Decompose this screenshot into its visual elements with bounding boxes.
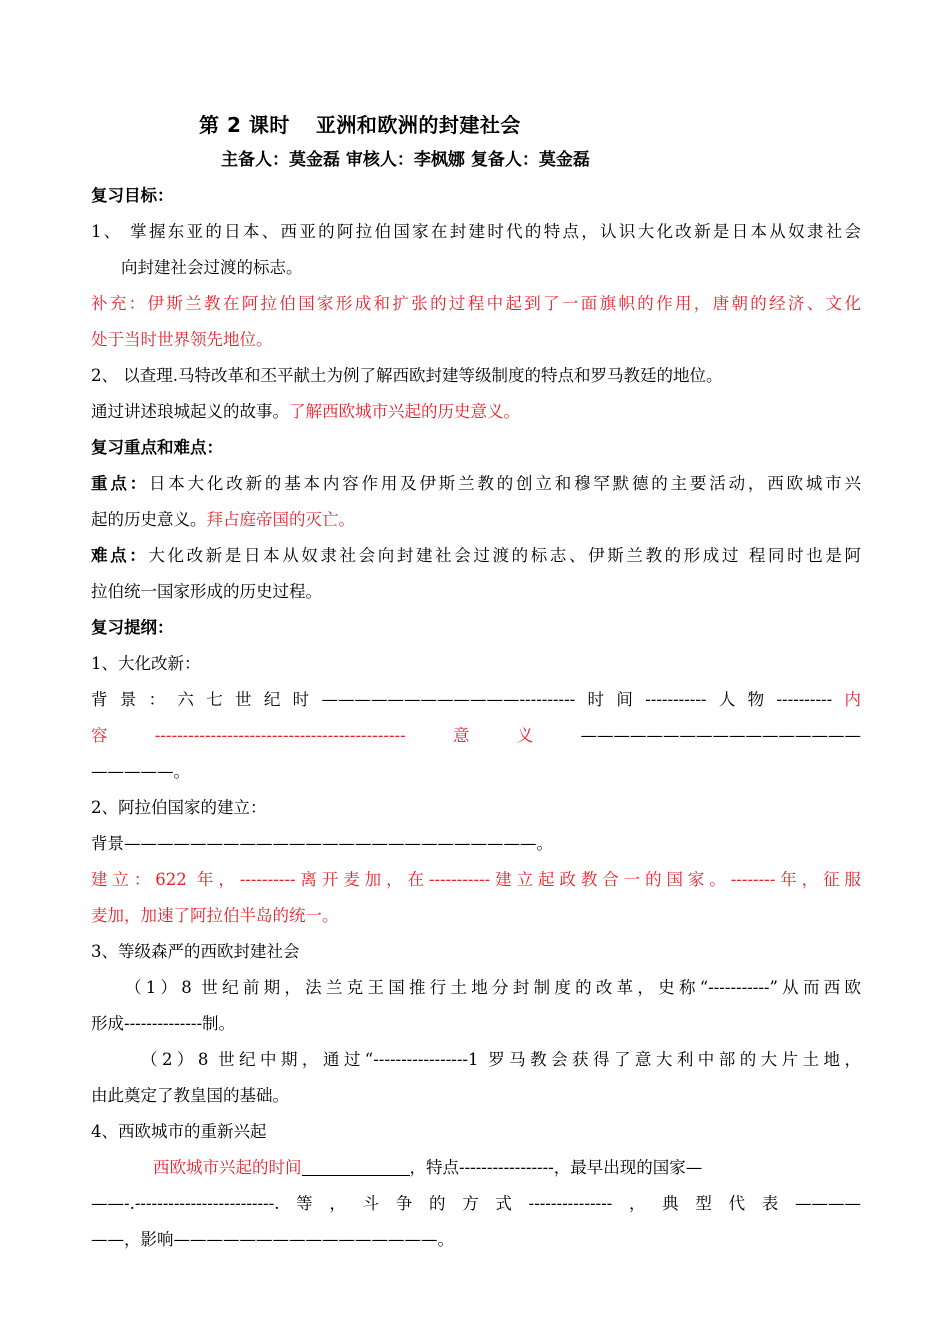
hard-point-text: 大化改新是日本从奴隶社会向封建社会过渡的标志、伊斯兰教的形成过 程同时也是阿 bbox=[148, 546, 861, 565]
authors-line: 主备人：莫金磊 审核人：李枫娜 复备人：莫金磊 bbox=[221, 150, 590, 170]
section-1-title: 1、大化改新： bbox=[91, 654, 201, 673]
key-point-line-1 bbox=[91, 466, 861, 502]
hard-point-label: 难点： bbox=[91, 546, 149, 565]
section-1-line-1 bbox=[91, 682, 861, 718]
document-page bbox=[91, 108, 861, 1258]
goal-item-2: 2、 以查理.马特改革和丕平献土为例了解西欧封建等级制度的特点和罗马教廷的地位。 bbox=[91, 366, 723, 385]
section-4-line-2: ——-.-------------------------.等，斗争的方式---------------，典型代表———— bbox=[91, 1194, 861, 1213]
goal-supplement-line-2: 处于当时世界领先地位。 bbox=[91, 330, 273, 349]
key-point-text-2: 起的历史意义。 bbox=[91, 510, 207, 529]
fill-in-blank bbox=[302, 1157, 410, 1176]
section-4-line-1-text: ，特点-----------------，最早出现的国家— bbox=[409, 1158, 703, 1177]
section-2-founding-line-1: 建立：622 年，----------离开麦加，在-----------建立起政教合一的国家。--------年，征服 bbox=[91, 870, 861, 889]
goal-item-3-highlight: 了解西欧城市兴起的历史意义。 bbox=[289, 402, 520, 421]
section-1-line-1-highlight: 内 bbox=[832, 690, 861, 709]
key-point-highlight: 拜占庭帝国的灭亡。 bbox=[206, 510, 355, 529]
goal-supplement-line-1: 补充：伊斯兰教在阿拉伯国家形成和扩张的过程中起到了一面旗帜的作用，唐朝的经济、文化 bbox=[91, 294, 861, 313]
hard-point-line-2: 拉伯统一国家形成的历史过程。 bbox=[91, 582, 322, 601]
key-point-text: 日本大化改新的基本内容作用及伊斯兰教的创立和穆罕默德的主要活动，西欧城市兴 bbox=[148, 474, 861, 493]
section-3-part-1-line-1: （1）8 世纪前期，法兰克王国推行土地分封制度的改革，史称“-----------”从而西欧 bbox=[125, 978, 861, 997]
section-4-line-3: ——，影响————————————————。 bbox=[91, 1230, 454, 1249]
section-1-line-2-text: ————————————————— bbox=[580, 726, 861, 745]
section-4-line-1-highlight: 西欧城市兴起的时间 bbox=[153, 1158, 302, 1177]
section-3-title: 3、等级森严的西欧封建社会 bbox=[91, 942, 300, 961]
section-3-part-2-line-1: （2）8 世纪中期，通过“-----------------1 罗马教会获得了意大利中部的大片土地， bbox=[141, 1050, 861, 1069]
section-1-line-2-highlight: 容---------------------------------------------意义 bbox=[91, 726, 581, 745]
focus-heading: 复习重点和难点： bbox=[91, 438, 223, 457]
key-point-label: 重点： bbox=[91, 474, 149, 493]
page-title bbox=[91, 108, 861, 142]
section-2-background: 背景—————————————————————————。 bbox=[91, 834, 553, 853]
section-1-line-3: —————。 bbox=[91, 762, 190, 781]
outline-heading: 复习提纲： bbox=[91, 618, 174, 637]
section-2-title: 2、阿拉伯国家的建立： bbox=[91, 798, 267, 817]
title-lesson: 第 2 课时 bbox=[199, 113, 290, 137]
goal-item-3-text: 通过讲述琅城起义的故事。 bbox=[91, 402, 289, 421]
goal-item-3 bbox=[91, 394, 861, 430]
goal-item-1-line-2: 向封建社会过渡的标志。 bbox=[121, 258, 303, 277]
section-2-founding-line-2: 麦加，加速了阿拉伯半岛的统一。 bbox=[91, 906, 339, 925]
goal-item-1-line-1: 1、 掌握东亚的日本、西亚的阿拉伯国家在封建时代的特点，认识大化改新是日本从奴隶社会 bbox=[91, 222, 861, 241]
section-1-line-2 bbox=[91, 718, 861, 754]
section-4-line-1 bbox=[91, 1150, 861, 1186]
hard-point-line-1 bbox=[91, 538, 861, 574]
section-4-title: 4、西欧城市的重新兴起 bbox=[91, 1122, 267, 1141]
key-point-line-2 bbox=[91, 502, 861, 538]
section-1-line-1-text: 背景：六七世纪时————————————----------时间-----------人物---------- bbox=[91, 690, 833, 709]
section-3-part-2-line-2: 由此奠定了教皇国的基础。 bbox=[91, 1086, 289, 1105]
section-3-part-1-line-2: 形成--------------制。 bbox=[91, 1014, 236, 1033]
title-topic: 亚洲和欧洲的封建社会 bbox=[315, 113, 521, 137]
goals-heading: 复习目标： bbox=[91, 186, 174, 205]
